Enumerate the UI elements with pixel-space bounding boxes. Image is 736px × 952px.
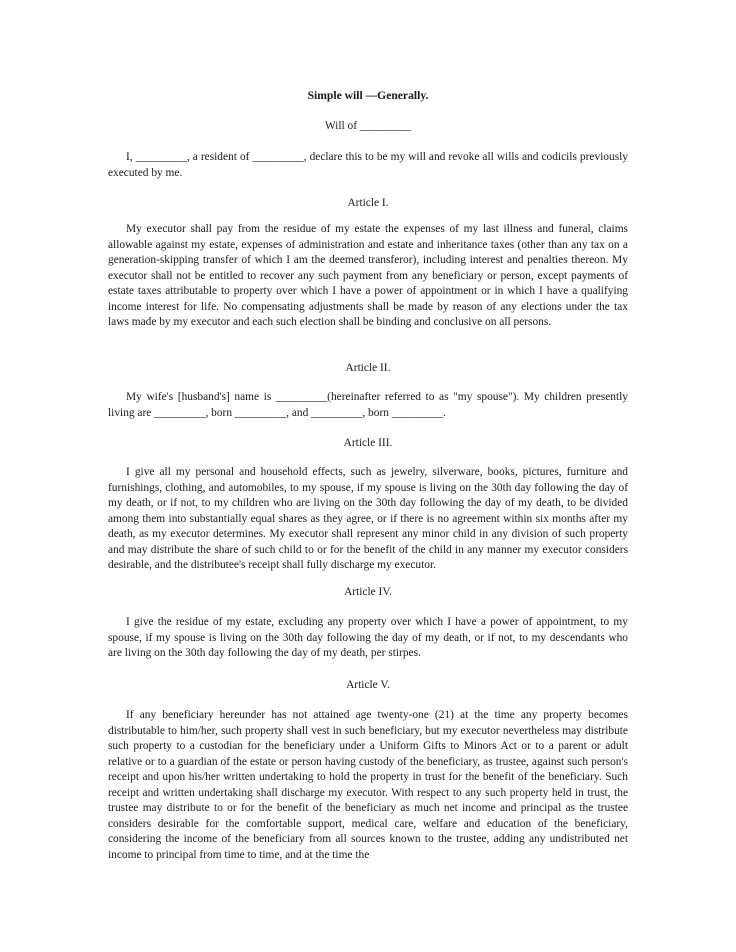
article-3-heading: Article III. <box>343 437 393 449</box>
article-1-heading: Article I. <box>347 197 389 209</box>
article-2-heading: Article II. <box>345 362 391 374</box>
intro-paragraph: I, _________, a resident of _________, declare this to be my will and revoke all wills and codicils previously executed by me. <box>108 151 628 179</box>
document-title: Simple will —Generally. <box>307 89 429 102</box>
article-3-text: I give all my personal and household effects, such as jewelry, silverware, books, pictures, furniture and furnishings, clothing, and automobiles, to my spouse, if my spouse is living on the 30th day following the day of my death, or if not, to my children who are living on the 30th day following the day of my death, to be divided among them into substantially equal shares as they agree, or if there is no agreement within six months after my death, as my executor determines. My executor shall represent any minor child in any division of such property and may distribute the share of such child to or for the benefit of the child in any manner my executor considers desirable, and the distributee's receipt shall fully discharge my executor. <box>108 466 628 571</box>
article-5-heading: Article V. <box>346 679 390 691</box>
article-4-text: I give the residue of my estate, excluding any property over which I have a power of appointment, to my spouse, if my spouse is living on the 30th day following the day of my death, or if not, to my descendants who are living on the 30th day following the day of my death, per stirpes. <box>108 616 628 659</box>
will-of-line: Will of _________ <box>324 120 412 132</box>
article-2-text: My wife's [husband's] name is _________(hereinafter referred to as "my spouse"). My children presently living are _________, born _________, and _________, born _________. <box>108 391 628 419</box>
article-1-text: My executor shall pay from the residue of my estate the expenses of my last illness and funeral, claims allowable against my estate, expenses of administration and estate and inheritance taxes (other than any tax on a generation-skipping transfer of which I am the deemed transferor), including interest and penalties thereon. My executor shall not be entitled to recover any such payment from any beneficiary or person, except payments of estate taxes attributable to property over which I have a power of appointment or in which I have a qualifying income interest for life. No compensating adjustments shall be made by reason of any elections under the tax laws made by my executor and each such election shall be binding and conclusive on all persons. <box>108 223 628 328</box>
article-5-text: If any beneficiary hereunder has not attained age twenty-one (21) at the time any property becomes distributable to him/her, such property shall vest in such beneficiary, but my executor nevertheless may distribute such property to a custodian for the beneficiary under a Uniform Gifts to Minors Act or to a parent or adult relative or to a guardian of the estate or person having custody of the beneficiary, as trustee, against such person's receipt and upon his/her written undertaking to hold the property in trust for the benefit of the beneficiary. Such receipt and written undertaking shall discharge my executor. With respect to any such property held in trust, the trustee may distribute to or for the benefit of the beneficiary as much net income and principal as the trustee considers desirable for the comfortable support, medical care, welfare and education of the beneficiary, considering the income of the beneficiary from all sources known to the trustee, adding any undistributed net income to principal from time to time, and at the time the <box>108 709 628 861</box>
article-4-heading: Article IV. <box>344 586 392 598</box>
